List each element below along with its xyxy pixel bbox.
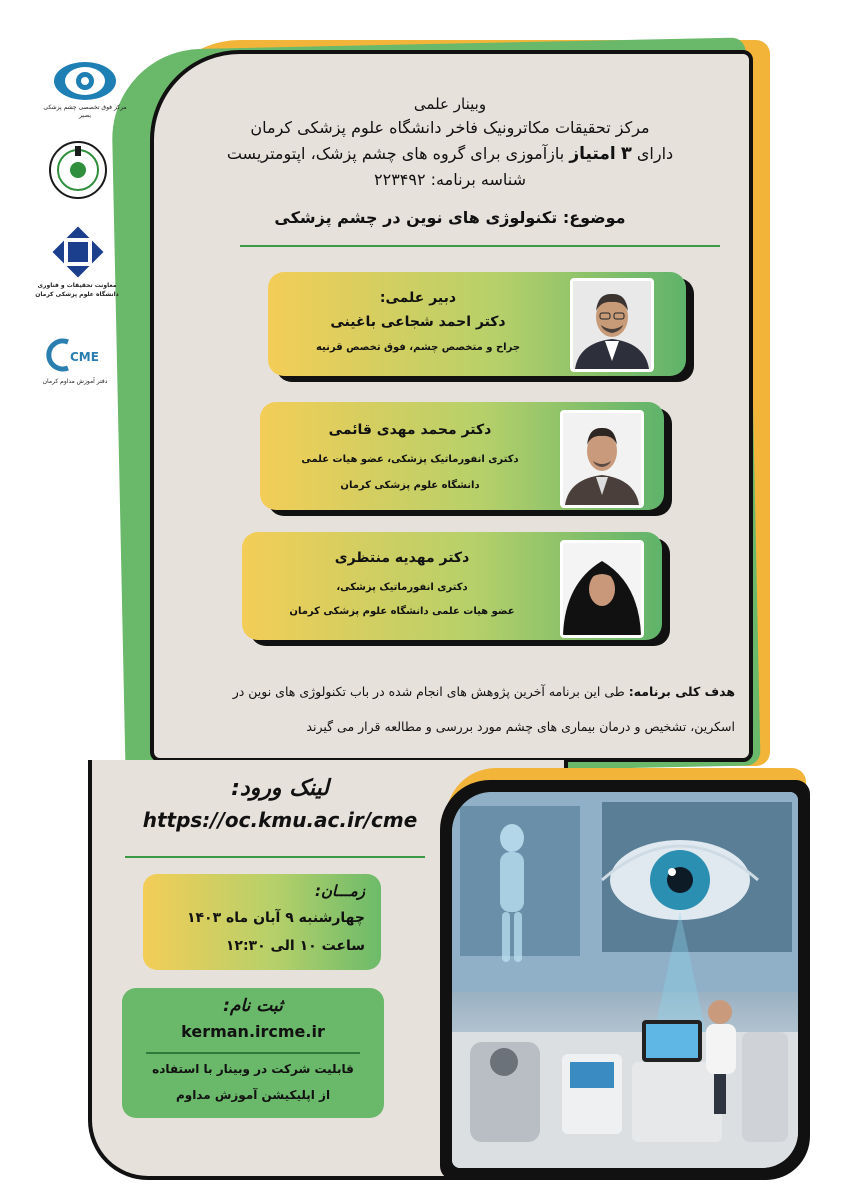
registration-url[interactable]: kerman.ircme.ir: [181, 1022, 325, 1041]
goal-line-1: [160, 684, 735, 699]
header-credits: [160, 142, 740, 166]
goal-text-2: اسکرین، تشخیص و درمان بیماری های چشم مورد بررسی و مطالعه قرار می گیرند: [306, 719, 735, 734]
basir-logo-caption: مرکز فوق تخصصی چشم پزشکی بصیر: [43, 104, 127, 119]
registration-label: ثبت نام:: [223, 996, 283, 1016]
time-label: زمـــان:: [314, 882, 365, 900]
speaker-card-3: [242, 532, 662, 640]
speaker-photo: [570, 278, 654, 372]
mechatronics-logo: [48, 140, 108, 200]
research-deputy-caption-1: معاونت تحقیقات و فناوری: [37, 282, 117, 289]
program-id: شناسه برنامه: ۲۲۳۴۹۲: [374, 170, 526, 189]
goal-label: هدف کلی برنامه:: [628, 684, 735, 699]
eye-technology-illustration: [452, 792, 798, 1168]
time-hour: ساعت ۱۰ الی ۱۲:۳۰: [225, 938, 365, 954]
cme-logo-caption: دفتر آموزش مداوم کرمان: [42, 378, 108, 385]
time-date: چهارشنبه ۹ آبان ماه ۱۴۰۳: [186, 910, 365, 926]
registration-note-2: از اپلیکیشن آموزش مداوم: [175, 1088, 331, 1102]
research-deputy-caption-2: دانشگاه علوم پزشکی کرمان: [35, 291, 119, 298]
speaker-name: دکتر مهدیه منتظری: [334, 550, 470, 566]
header-webinar: وبینار علمی: [413, 95, 487, 113]
link-label: لینک ورود:: [231, 776, 329, 801]
speaker-detail: دکتری انفورماتیک پزشکی،: [336, 582, 468, 593]
credits-pre: دارای: [636, 144, 674, 163]
speaker-card-1: [268, 272, 686, 376]
topic-title: موضوع: تکنولوژی های نوین در چشم پزشکی: [274, 208, 626, 227]
header-center: مرکز تحقیقات مکاترونیک فاخر دانشگاه علوم پزشکی کرمان: [250, 118, 650, 137]
speaker-name: دکتر محمد مهدی قائمی: [328, 422, 492, 438]
basir-logo: [52, 60, 118, 102]
header-divider: [240, 245, 720, 247]
link-divider: [125, 856, 425, 858]
speaker-card-2: [260, 402, 664, 510]
speaker-detail: جراح و متخصص چشم، فوق تخصص قرنیه: [315, 342, 521, 353]
registration-box: [122, 988, 384, 1118]
credits-post: بازآموزی برای گروه های چشم پزشک، اپتومتریست: [226, 144, 565, 163]
goal-text-1: طی این برنامه آخرین پژوهش های انجام شده در باب تکنولوژی های نوین در: [232, 684, 625, 699]
speaker-photo: [560, 410, 644, 508]
time-box: [143, 874, 381, 970]
registration-divider: [146, 1052, 360, 1054]
registration-note-1: قابلیت شرکت در وبینار با استفاده: [152, 1062, 354, 1076]
speaker-role: دبیر علمی:: [379, 290, 457, 306]
speaker-photo: [560, 540, 644, 638]
credits-number: ۳: [620, 143, 632, 164]
research-deputy-logo: [52, 226, 104, 278]
cme-logo-text: CME: [70, 350, 99, 364]
speaker-affiliation: عضو هیات علمی دانشگاه علوم پزشکی کرمان: [289, 606, 515, 617]
speaker-affiliation: دانشگاه علوم پزشکی کرمان: [340, 480, 480, 491]
link-url[interactable]: https://oc.kmu.ac.ir/cme: [142, 808, 418, 832]
speaker-name: دکتر احمد شجاعی باغینی: [330, 314, 506, 330]
speaker-detail: دکتری انفورماتیک پزشکی، عضو هیات علمی: [301, 454, 519, 465]
cme-logo: [42, 338, 108, 372]
credits-label: امتیاز: [569, 144, 616, 164]
